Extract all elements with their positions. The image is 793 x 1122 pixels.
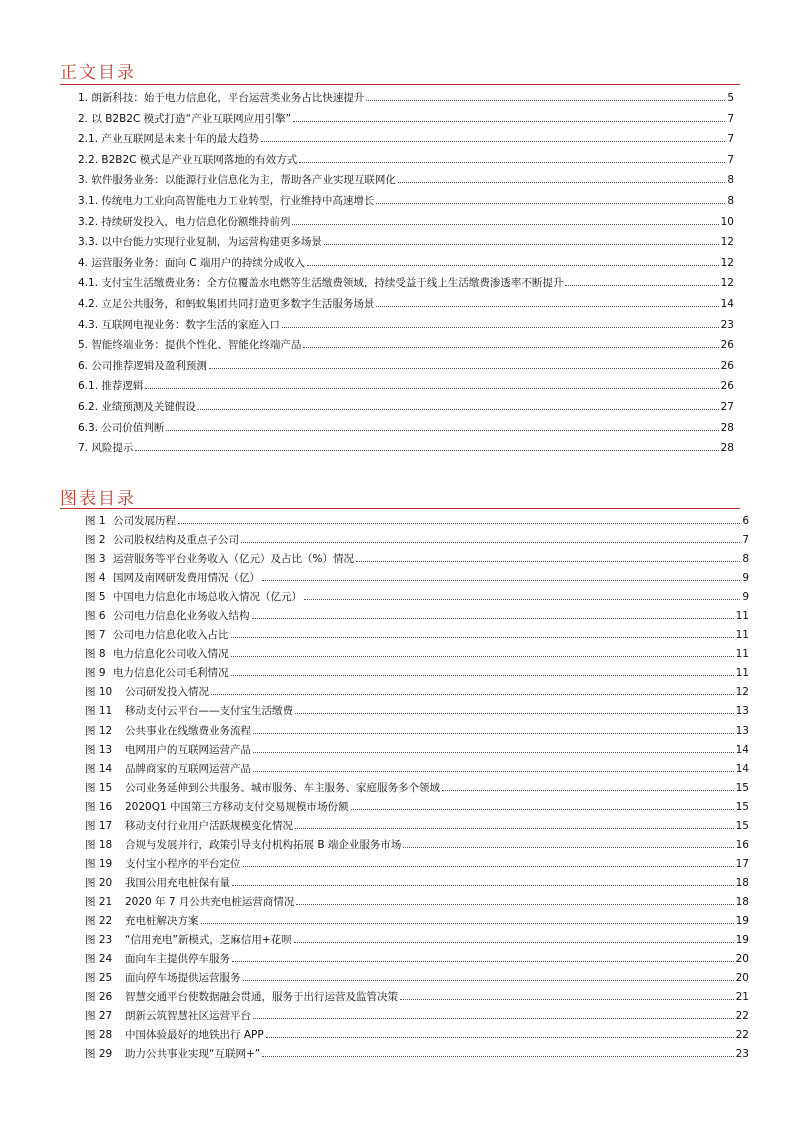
figure-leader-dots	[304, 599, 740, 600]
figure-entry-title: 助力公共事业实现“互联网+”	[125, 1048, 261, 1061]
toc-entry-page: 5	[727, 92, 734, 104]
toc-leader-dots	[366, 100, 725, 101]
figure-leader-dots	[442, 790, 734, 791]
figure-entry-number: 图 4	[85, 572, 106, 585]
figure-leader-dots	[232, 961, 734, 962]
figure-entry-number: 图 10	[85, 686, 113, 699]
figure-entry-title: 公司研发投入情况	[125, 686, 209, 699]
figure-entry[interactable]	[85, 836, 749, 855]
figure-leader-dots	[295, 713, 734, 714]
figure-list	[85, 512, 749, 1064]
figure-leader-dots	[231, 675, 734, 676]
figure-leader-dots	[294, 942, 734, 943]
figure-leader-dots	[241, 542, 740, 543]
toc-entry[interactable]	[78, 397, 734, 418]
figure-entry-page: 20	[735, 953, 749, 966]
toc-entry-page: 28	[720, 421, 734, 434]
toc-leader-dots	[209, 368, 719, 369]
toc-entry[interactable]	[78, 191, 734, 212]
toc-entry-page: 12	[720, 236, 734, 249]
figure-entry[interactable]	[85, 722, 749, 741]
figure-entry[interactable]	[85, 1026, 749, 1045]
toc-leader-dots	[307, 265, 719, 266]
figure-entry-number: 图 16	[85, 800, 113, 813]
toc-leader-dots	[376, 306, 718, 307]
figure-leader-dots	[243, 866, 734, 867]
figure-entry[interactable]	[85, 550, 749, 569]
toc-entry-title: 3.1. 传统电力工业向高智能电力工业转型，行业维持中高速增长	[78, 194, 375, 207]
figure-entry-title: 我国公用充电桩保有量	[125, 876, 230, 889]
figure-entry[interactable]	[85, 512, 749, 531]
figure-entry-page: 18	[735, 876, 749, 889]
figure-entry-number: 图 18	[85, 838, 113, 851]
figure-entry-page: 9	[742, 572, 749, 585]
figure-entry-page: 19	[735, 934, 749, 947]
figure-entry-title: 移动支付行业用户活跃规模变化情况	[125, 819, 293, 832]
figure-entry-page: 11	[735, 667, 749, 680]
figure-leader-dots	[178, 523, 740, 524]
toc-heading: 正文目录	[60, 63, 136, 83]
figure-leader-dots	[231, 656, 734, 657]
toc-entry-page: 8	[727, 194, 734, 207]
toc-entry-title: 3. 软件服务业务：以能源行业信息化为主，帮助各产业实现互联网化	[78, 174, 396, 187]
figure-entry[interactable]	[85, 760, 749, 779]
figure-entry[interactable]	[85, 569, 749, 588]
figure-entry-page: 23	[735, 1048, 749, 1061]
figure-entry[interactable]	[85, 702, 749, 721]
figure-entry-number: 图 5	[85, 591, 106, 604]
toc-entry-title: 6.3. 公司价值判断	[78, 421, 165, 434]
toc-leader-dots	[145, 388, 718, 389]
toc-entry[interactable]	[78, 253, 734, 274]
figure-entry-number: 图 27	[85, 1010, 113, 1023]
figure-entry[interactable]	[85, 855, 749, 874]
toc-leader-dots	[261, 141, 725, 142]
toc-entry-page: 23	[720, 318, 734, 331]
toc-entry[interactable]	[78, 438, 734, 459]
figure-entry-page: 11	[735, 610, 749, 623]
toc-entry-title: 2. 以 B2B2C 模式打造“产业互联网应用引擎”	[78, 112, 292, 125]
figure-entry[interactable]	[85, 874, 749, 893]
figure-entry-page: 15	[735, 800, 749, 813]
figure-leader-dots	[232, 885, 734, 886]
toc-entry-page: 26	[720, 359, 734, 372]
figure-entry-number: 图 12	[85, 724, 113, 737]
figure-leader-dots	[211, 694, 734, 695]
figure-leader-dots	[400, 999, 734, 1000]
toc-leader-dots	[282, 327, 719, 328]
figure-entry-page: 19	[735, 914, 749, 927]
toc-entry-page: 7	[727, 153, 734, 166]
figure-entry-title: 移动支付云平台——支付宝生活缴费	[125, 705, 293, 718]
figure-entry[interactable]	[85, 950, 749, 969]
figure-entry-title: 智慧交通平台使数据融会贯通，服务于出行运营及监管决策	[125, 991, 398, 1004]
toc-leader-dots	[292, 224, 718, 225]
toc-entry-page: 8	[727, 174, 734, 187]
figure-entry-number: 图 11	[85, 705, 113, 718]
toc-entry[interactable]	[78, 150, 734, 171]
toc-entry-page: 26	[720, 380, 734, 393]
figure-entry-number: 图 20	[85, 876, 113, 889]
figure-entry[interactable]	[85, 626, 749, 645]
toc-entry-title: 5. 智能终端业务：提供个性化、智能化终端产品	[78, 339, 302, 352]
figure-entry-title: 电力信息化公司毛利情况	[113, 667, 229, 680]
figure-entry[interactable]	[85, 531, 749, 550]
toc-entry-title: 3.3. 以中台能力实现行业复制，为运营构建更多场景	[78, 236, 322, 249]
figure-entry-number: 图 3	[85, 553, 106, 566]
figure-entry-page: 9	[742, 591, 749, 604]
figure-entry-number: 图 15	[85, 781, 113, 794]
toc-entry[interactable]	[78, 273, 734, 294]
toc-entry[interactable]	[78, 294, 734, 315]
figure-leader-dots	[351, 809, 734, 810]
figure-entry-title: 公司业务延伸到公共服务、城市服务、车主服务、家庭服务多个领域	[125, 781, 440, 794]
toc-entry-title: 6.1. 推荐逻辑	[78, 380, 144, 393]
figure-entry-number: 图 21	[85, 895, 113, 908]
figure-entry-title: 国网及南网研发费用情况（亿）	[113, 572, 260, 585]
figure-entry-page: 13	[735, 724, 749, 737]
figure-entry-page: 11	[735, 629, 749, 642]
toc-entry[interactable]	[78, 109, 734, 130]
toc-entry[interactable]	[78, 335, 734, 356]
figure-entry-page: 8	[742, 553, 749, 566]
figure-entry-number: 图 22	[85, 914, 113, 927]
figure-entry[interactable]	[85, 683, 749, 702]
figure-leader-dots	[295, 828, 734, 829]
toc-leader-dots	[398, 182, 725, 183]
figure-entry-title: “信用充电”新模式，芝麻信用+花呗	[125, 934, 292, 947]
figure-entry-number: 图 2	[85, 534, 106, 547]
figure-entry-title: 2020 年 7 月公共充电桩运营商情况	[125, 895, 295, 908]
figure-entry-title: 充电桩解决方案	[125, 914, 199, 927]
toc-entry-page: 26	[720, 339, 734, 352]
figure-entry-page: 15	[735, 781, 749, 794]
toc-entry-title: 6.2. 业绩预测及关键假设	[78, 400, 196, 413]
figure-leader-dots	[201, 923, 734, 924]
figure-leader-dots	[403, 847, 733, 848]
toc-entry[interactable]	[78, 170, 734, 191]
toc-leader-dots	[135, 450, 718, 451]
toc-entry[interactable]	[78, 315, 734, 336]
figure-entry-page: 12	[735, 686, 749, 699]
figure-leader-dots	[262, 580, 740, 581]
figure-leader-dots	[356, 561, 740, 562]
toc-entry-title: 2.1. 产业互联网是未来十年的最大趋势	[78, 133, 259, 146]
toc-entry-page: 12	[720, 256, 734, 269]
toc-leader-dots	[166, 430, 718, 431]
figure-entry-title: 公司电力信息化业务收入结构	[113, 610, 250, 623]
toc-entry-page: 28	[720, 442, 734, 455]
toc-entry[interactable]	[78, 129, 734, 150]
figure-entry-title: 中国体验最好的地铁出行 APP	[125, 1029, 264, 1042]
figure-entry[interactable]	[85, 588, 749, 607]
figure-entry-number: 图 26	[85, 991, 113, 1004]
figure-entry[interactable]	[85, 1007, 749, 1026]
figure-entry-number: 图 1	[85, 515, 106, 527]
figure-entry-page: 20	[735, 972, 749, 985]
figure-leader-dots	[253, 771, 734, 772]
toc-entry-title: 1. 朗新科技：始于电力信息化，平台运营类业务占比快速提升	[78, 92, 365, 104]
figure-entry-page: 18	[735, 895, 749, 908]
figure-entry-page: 6	[742, 515, 749, 527]
toc-entry-page: 27	[720, 400, 734, 413]
toc-entry[interactable]	[78, 356, 734, 377]
toc-entry-page: 7	[727, 112, 734, 125]
figure-entry-number: 图 23	[85, 934, 113, 947]
toc-leader-dots	[293, 121, 725, 122]
figure-entry-title: 2020Q1 中国第三方移动支付交易规模市场份额	[125, 800, 349, 813]
figure-list-heading: 图表目录	[60, 489, 136, 509]
toc-heading-rule	[60, 84, 740, 85]
toc-entry[interactable]	[78, 232, 734, 253]
figure-entry[interactable]	[85, 664, 749, 683]
figure-entry-page: 7	[742, 534, 749, 547]
figure-entry-title: 朗新云筑智慧社区运营平台	[125, 1010, 251, 1023]
figure-leader-dots	[252, 618, 734, 619]
toc-entry[interactable]	[78, 88, 734, 109]
toc-entry-page: 12	[720, 277, 734, 290]
toc-entry-title: 6. 公司推荐逻辑及盈利预测	[78, 359, 207, 372]
figure-entry[interactable]	[85, 779, 749, 798]
toc-list	[78, 88, 734, 459]
figure-entry-number: 图 24	[85, 953, 113, 966]
toc-entry-title: 3.2. 持续研发投入，电力信息化份额维持前列	[78, 215, 291, 228]
figure-entry-number: 图 25	[85, 972, 113, 985]
figure-entry-page: 11	[735, 648, 749, 661]
figure-entry-title: 面向停车场提供运营服务	[125, 972, 241, 985]
toc-leader-dots	[324, 244, 719, 245]
figure-entry-page: 17	[735, 857, 749, 870]
figure-entry-page: 22	[735, 1010, 749, 1023]
figure-entry-title: 电网用户的互联网运营产品	[125, 743, 251, 756]
toc-entry-title: 4.2. 立足公共服务，和蚂蚁集团共同打造更多数字生活服务场景	[78, 297, 375, 310]
figure-leader-dots	[253, 752, 734, 753]
toc-entry[interactable]	[78, 212, 734, 233]
toc-entry-page: 10	[720, 215, 734, 228]
figure-entry[interactable]	[85, 931, 749, 950]
toc-entry[interactable]	[78, 418, 734, 439]
toc-entry-title: 4.1. 支付宝生活缴费业务：全方位覆盖水电燃等生活缴费领域，持续受益于线上生活缴费渗透率不断提升	[78, 277, 564, 290]
figure-leader-dots	[266, 1037, 734, 1038]
toc-entry-page: 7	[727, 133, 734, 146]
figure-leader-dots	[296, 904, 733, 905]
figure-entry-number: 图 13	[85, 743, 113, 756]
figure-entry[interactable]	[85, 912, 749, 931]
figure-entry-number: 图 6	[85, 610, 106, 623]
figure-entry-number: 图 19	[85, 857, 113, 870]
figure-entry-number: 图 8	[85, 648, 106, 661]
figure-entry-page: 14	[735, 743, 749, 756]
figure-entry-number: 图 29	[85, 1048, 113, 1061]
toc-entry-title: 4.3. 互联网电视业务：数字生活的家庭入口	[78, 318, 280, 331]
figure-entry-title: 合规与发展并行，政策引导支付机构拓展 B 端企业服务市场	[125, 838, 402, 851]
figure-leader-dots	[243, 980, 734, 981]
figure-entry-page: 16	[735, 838, 749, 851]
toc-leader-dots	[565, 285, 718, 286]
figure-leader-dots	[253, 1018, 734, 1019]
figure-entry-number: 图 17	[85, 819, 113, 832]
toc-leader-dots	[303, 347, 718, 348]
figure-entry[interactable]	[85, 893, 749, 912]
figure-entry[interactable]	[85, 741, 749, 760]
figure-entry-page: 14	[735, 762, 749, 775]
figure-leader-dots	[262, 1056, 733, 1057]
figure-entry-page: 22	[735, 1029, 749, 1042]
figure-entry[interactable]	[85, 798, 749, 817]
figure-entry-title: 支付宝小程序的平台定位	[125, 857, 241, 870]
figure-entry[interactable]	[85, 645, 749, 664]
figure-entry-title: 面向车主提供停车服务	[125, 953, 230, 966]
figure-entry-page: 15	[735, 819, 749, 832]
figure-entry-number: 图 9	[85, 667, 106, 680]
figure-entry-title: 中国电力信息化市场总收入情况（亿元）	[113, 591, 302, 604]
figure-entry[interactable]	[85, 969, 749, 988]
figure-entry-page: 13	[735, 705, 749, 718]
figure-list-heading-rule	[60, 508, 740, 509]
toc-leader-dots	[198, 409, 719, 410]
figure-entry-number: 图 7	[85, 629, 106, 642]
figure-entry-number: 图 14	[85, 762, 113, 775]
toc-leader-dots	[299, 162, 725, 163]
figure-entry[interactable]	[85, 817, 749, 836]
toc-entry[interactable]	[78, 376, 734, 397]
toc-entry-title: 7. 风险提示	[78, 442, 134, 455]
toc-entry-title: 4. 运营服务业务：面向 C 端用户的持续分成收入	[78, 256, 305, 269]
toc-entry-page: 14	[720, 297, 734, 310]
figure-entry[interactable]	[85, 607, 749, 626]
figure-entry-title: 品牌商家的互联网运营产品	[125, 762, 251, 775]
figure-entry-title: 公司发展历程	[113, 515, 176, 527]
figure-entry[interactable]	[85, 1045, 749, 1064]
figure-entry-title: 公司电力信息化收入占比	[113, 629, 229, 642]
figure-entry-page: 21	[735, 991, 749, 1004]
figure-entry[interactable]	[85, 988, 749, 1007]
figure-entry-title: 电力信息化公司收入情况	[113, 648, 229, 661]
figure-leader-dots	[231, 637, 734, 638]
figure-entry-title: 公共事业在线缴费业务流程	[125, 724, 251, 737]
figure-leader-dots	[253, 733, 734, 734]
toc-leader-dots	[376, 203, 725, 204]
toc-entry-title: 2.2. B2B2C 模式是产业互联网落地的有效方式	[78, 153, 298, 166]
figure-entry-title: 公司股权结构及重点子公司	[113, 534, 239, 547]
figure-entry-number: 图 28	[85, 1029, 113, 1042]
figure-entry-title: 运营服务等平台业务收入（亿元）及占比（%）情况	[113, 553, 354, 566]
